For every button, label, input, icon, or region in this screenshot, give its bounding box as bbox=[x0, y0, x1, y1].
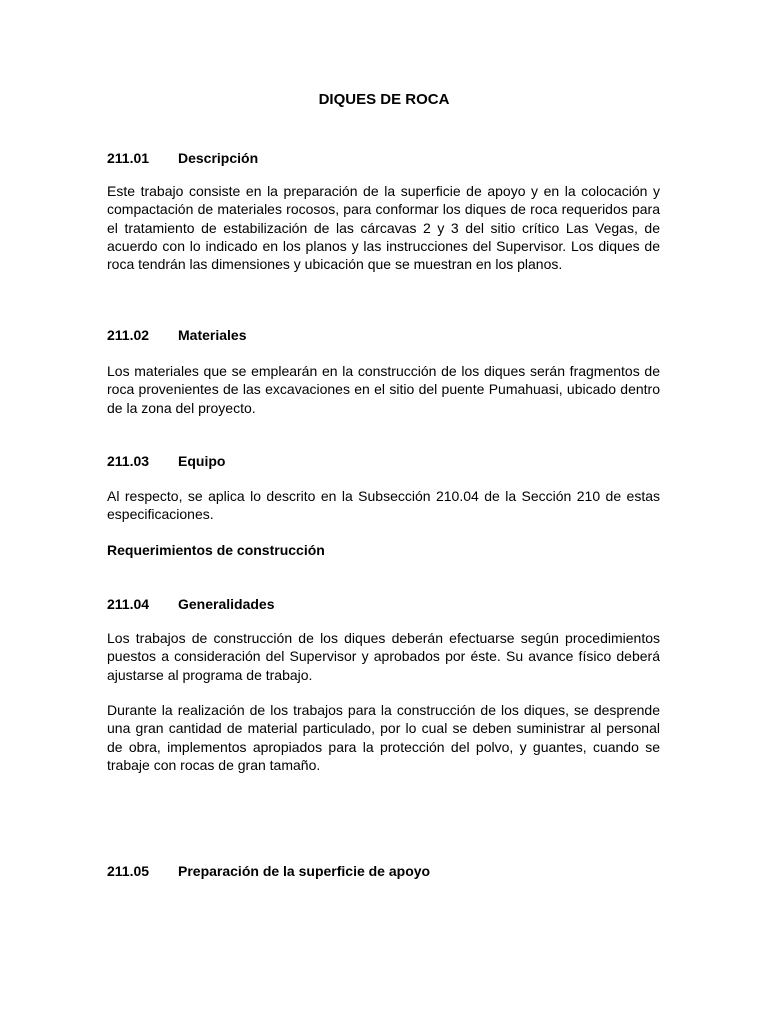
subsection-title: Requerimientos de construcción bbox=[107, 542, 325, 558]
section-title: Generalidades bbox=[178, 596, 275, 612]
section-paragraph: Al respecto, se aplica lo descrito en la Subsección 210.04 de la Sección 210 de estas especificaciones. bbox=[107, 488, 660, 523]
section-heading-211-05 bbox=[107, 862, 430, 880]
section-title: Equipo bbox=[178, 453, 226, 469]
section-title: Preparación de la superficie de apoyo bbox=[178, 863, 431, 879]
section-title: Descripción bbox=[178, 150, 259, 166]
section-paragraph: Los trabajos de construcción de los diques deberán efectuarse según procedimientos puestos a consideración del Supervisor y aprobados por éste. Su avance físico deberá ajustarse al programa de trabajo. bbox=[107, 630, 660, 683]
section-number: 211.02 bbox=[107, 327, 150, 343]
section-paragraph: Los materiales que se emplearán en la construcción de los diques serán fragmentos de roca provenientes de las excavaciones en el sitio del puente Pumahuasi, ubicado dentro de la zona del proyecto. bbox=[107, 363, 660, 416]
section-paragraph: Este trabajo consiste en la preparación de la superficie de apoyo y en la colocación y compactación de materiales rocosos, para conformar los diques de roca requeridos para el tratamiento de estabilización de las cárcavas 2 y 3 del sitio crítico Las Vegas, de acuerdo con lo indicado en los planos y las instrucciones del Supervisor. Los diques de roca tendrán las dimensiones y ubicación que se muestran en los planos. bbox=[107, 183, 660, 273]
section-number: 211.05 bbox=[107, 863, 150, 879]
section-number: 211.01 bbox=[107, 150, 150, 166]
document-title: DIQUES DE ROCA bbox=[318, 91, 450, 108]
section-heading-211-03 bbox=[107, 452, 225, 470]
section-heading-211-01 bbox=[107, 149, 258, 167]
section-number: 211.03 bbox=[107, 453, 150, 469]
section-number: 211.04 bbox=[107, 596, 150, 612]
section-paragraph: Durante la realización de los trabajos para la construcción de los diques, se desprende una gran cantidad de material particulado, por lo cual se deben suministrar al personal de obra, implementos apropiados para la protección del polvo, y guantes, cuando se trabaje con rocas de gran tamaño. bbox=[107, 702, 660, 773]
section-heading-211-04 bbox=[107, 595, 275, 613]
section-title: Materiales bbox=[178, 327, 247, 343]
section-heading-211-02 bbox=[107, 326, 246, 344]
